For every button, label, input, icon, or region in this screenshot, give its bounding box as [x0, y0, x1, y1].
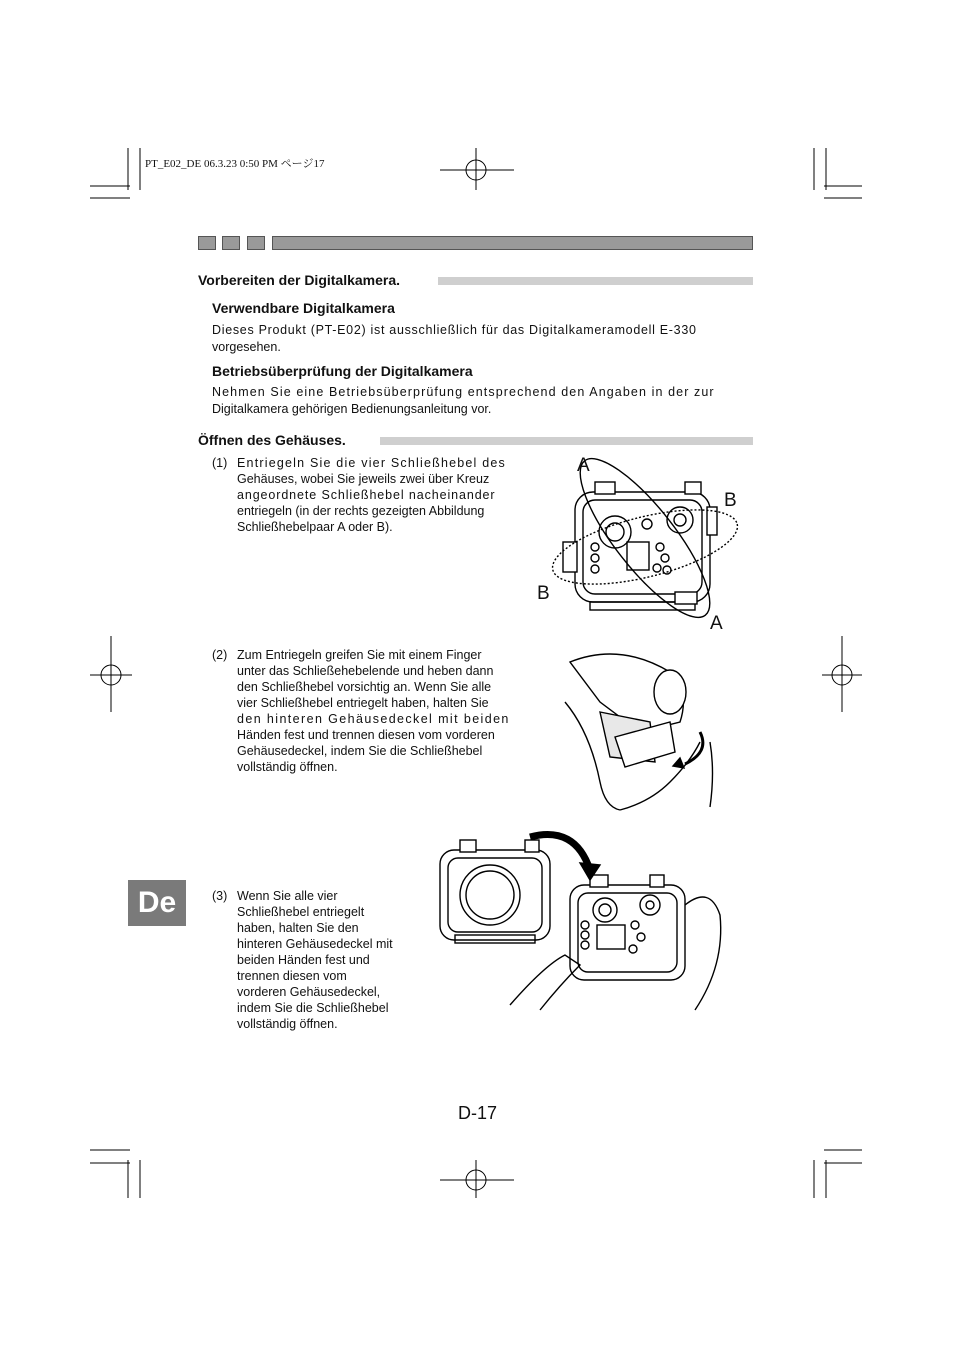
label-b-right: B: [724, 490, 737, 511]
step-text: Wenn Sie alle vier Schließhebel entriegelt haben, halten Sie den hinteren Gehäusedeckel mit beiden Händen fest und trennen diesen vom vorderen Gehäusedeckel, indem Sie die Schließhebel vollständig öffnen.: [237, 889, 393, 1031]
section-rule: [380, 437, 753, 445]
step-number: (1): [212, 456, 228, 470]
header-bar: [272, 236, 753, 250]
section-rule: [438, 277, 753, 285]
subsection-heading: Betriebsüberprüfung der Digitalkamera: [212, 363, 473, 379]
step-number: (3): [212, 889, 228, 903]
header-block-2: [222, 236, 240, 250]
step-number: (2): [212, 648, 228, 662]
print-info: PT_E02_DE 06.3.23 0:50 PM ページ17: [145, 158, 325, 170]
step-text: Entriegeln Sie die vier Schließhebel des Gehäuses, wobei Sie jeweils zwei über Kreuz angeordnete Schließhebel nacheinander entriegeln (in der rechts gezeigten Abbildung Schließhebelpaar A oder B).: [237, 456, 506, 534]
subsection-heading: Verwendbare Digitalkamera: [212, 300, 395, 316]
housing-lever-figure: [535, 452, 765, 642]
label-a-bottom: A: [710, 613, 723, 634]
lever-unlock-figure: [560, 642, 720, 812]
language-tab: De: [128, 880, 186, 926]
step-text: Zum Entriegeln greifen Sie mit einem Finger unter das Schließehebelende und heben dann den Schließhebel vorsichtig an. Wenn Sie alle vier Schließhebel entriegelt haben, halten Sie den hinteren Gehäusedeckel mit beiden Händen fest und trennen diesen vom vorderen Gehäusedeckel, indem Sie die Schließhebel vollständig öffnen.: [237, 648, 510, 774]
section-heading: Öffnen des Gehäuses.: [198, 432, 346, 448]
header-block-3: [247, 236, 265, 250]
section-heading: Vorbereiten der Digitalkamera.: [198, 272, 401, 288]
separate-covers-figure: [435, 825, 755, 1015]
label-a-top: A: [577, 455, 590, 476]
page-number: D-17: [458, 1103, 498, 1123]
paragraph: Nehmen Sie eine Betriebsüberprüfung entsprechend den Angaben in der zur Digitalkamera gehörigen Bedienungsanleitung vor.: [212, 385, 715, 416]
paragraph: Dieses Produkt (PT-E02) ist ausschließlich für das Digitalkameramodell E-330 vorgesehen.: [212, 323, 697, 354]
label-b-left: B: [537, 583, 550, 604]
header-block-1: [198, 236, 216, 250]
